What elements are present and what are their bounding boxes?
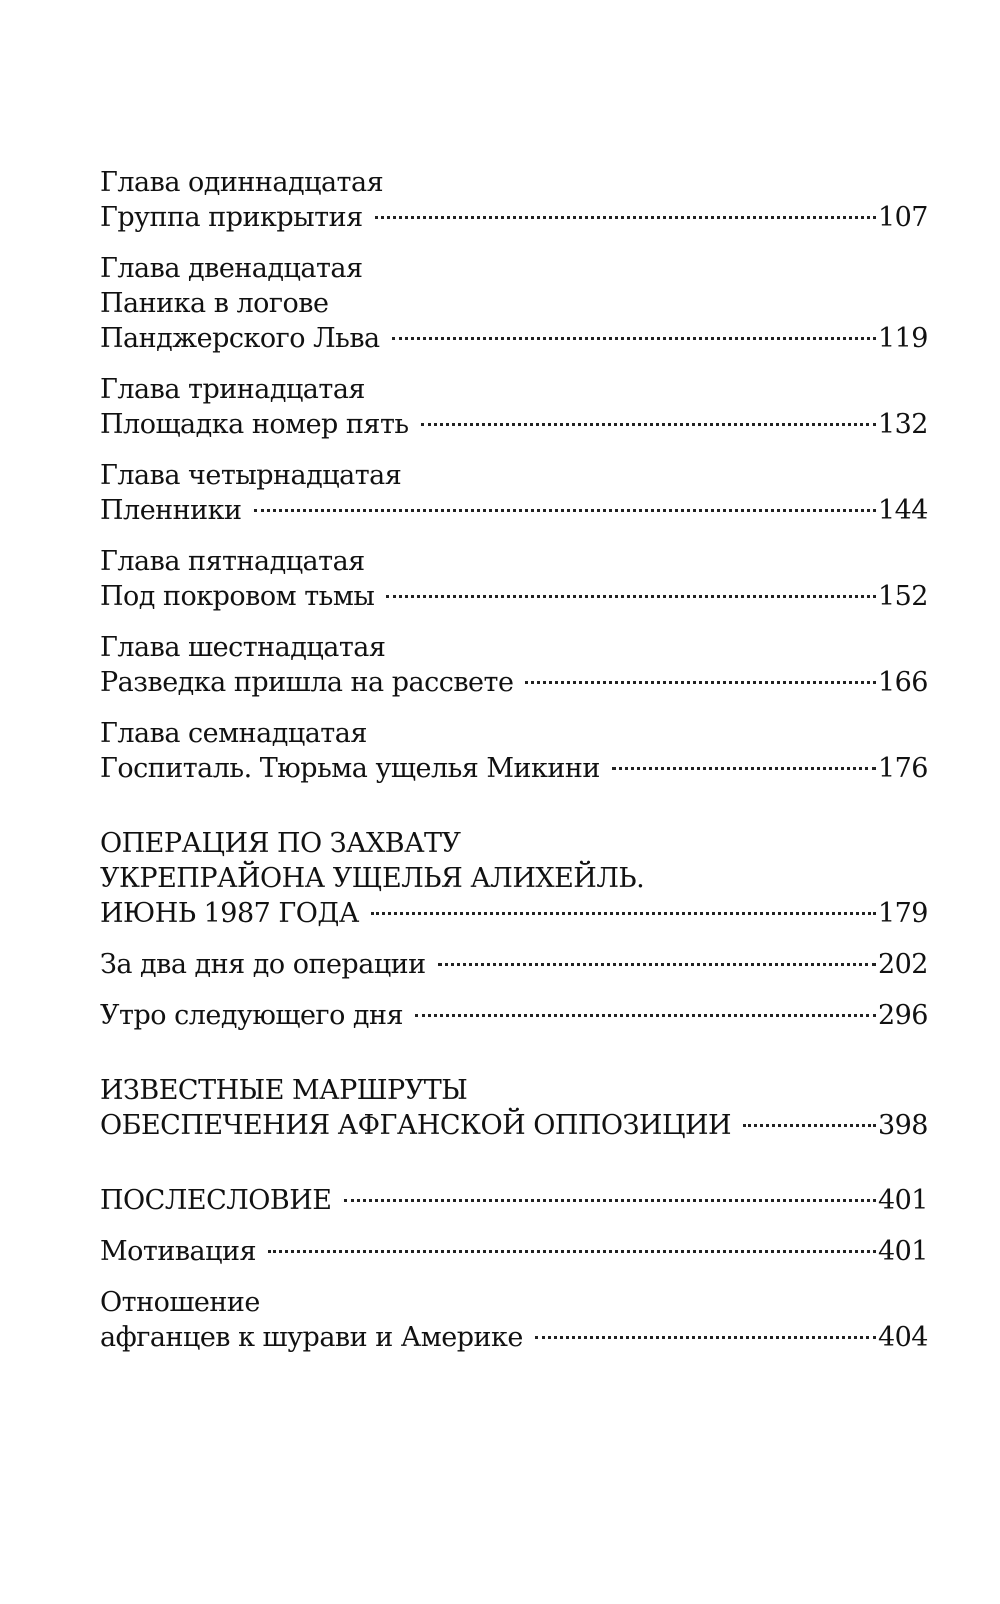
dot-leader: [535, 1336, 876, 1339]
chapter-title: Пленники: [100, 495, 242, 526]
toc-entry-chapter-13[interactable]: [100, 372, 928, 442]
chapter-title: Разведка пришла на рассвете: [100, 667, 514, 698]
subsection-title: Мотивация: [100, 1236, 257, 1267]
toc-entry-chapter-15[interactable]: [100, 544, 928, 614]
dot-leader: [415, 1014, 876, 1017]
page-number: 176: [877, 753, 928, 784]
chapter-heading: Глава шестнадцатая: [100, 632, 386, 663]
toc-entry-attitude[interactable]: [100, 1285, 928, 1355]
chapter-title: Под покровом тьмы: [100, 581, 375, 612]
subsection-title: афганцев к шурави и Америке: [100, 1322, 523, 1353]
toc-entry-chapter-14[interactable]: [100, 458, 928, 528]
page-number: 398: [877, 1110, 928, 1141]
page-number: 107: [877, 202, 928, 233]
page-number: 132: [877, 409, 928, 440]
page-number: 152: [877, 581, 928, 612]
chapter-heading: Глава семнадцатая: [100, 718, 367, 749]
section-title: ПОСЛЕСЛОВИЕ: [100, 1185, 332, 1216]
chapter-title: Паника в логове: [100, 288, 329, 319]
toc-entry-chapter-17[interactable]: [100, 716, 928, 786]
dot-leader: [268, 1250, 876, 1253]
toc-entry-afterword[interactable]: [100, 1183, 928, 1218]
subsection-title: Отношение: [100, 1287, 260, 1318]
page-number: 119: [877, 323, 928, 354]
page-number: 166: [877, 667, 928, 698]
dot-leader: [525, 681, 876, 684]
page-number: 296: [877, 1000, 928, 1031]
dot-leader: [743, 1124, 876, 1127]
subsection-title: Утро следующего дня: [100, 1000, 404, 1031]
page-number: 401: [877, 1236, 928, 1267]
page-number: 144: [877, 495, 928, 526]
page-number: 202: [877, 949, 928, 980]
toc-entry-operation[interactable]: [100, 826, 928, 931]
dot-leader: [612, 767, 876, 770]
toc-entry-chapter-11[interactable]: [100, 165, 928, 235]
table-of-contents: [100, 165, 928, 1355]
dot-leader: [438, 963, 876, 966]
chapter-heading: Глава четырнадцатая: [100, 460, 402, 491]
dot-leader: [254, 509, 876, 512]
section-title: ИЮНЬ 1987 ГОДА: [100, 898, 359, 929]
toc-entry-motivation[interactable]: [100, 1234, 928, 1269]
toc-entry-chapter-16[interactable]: [100, 630, 928, 700]
dot-leader: [392, 337, 876, 340]
chapter-title: Группа прикрытия: [100, 202, 363, 233]
chapter-heading: Глава двенадцатая: [100, 253, 363, 284]
subsection-title: За два дня до операции: [100, 949, 426, 980]
dot-leader: [371, 912, 876, 915]
page-number: 404: [877, 1322, 928, 1353]
chapter-title: Площадка номер пять: [100, 409, 409, 440]
dot-leader: [344, 1199, 876, 1202]
dot-leader: [375, 216, 876, 219]
section-title: УКРЕПРАЙОНА УЩЕЛЬЯ АЛИХЕЙЛЬ.: [100, 863, 645, 894]
dot-leader: [421, 423, 876, 426]
toc-entry-chapter-12[interactable]: [100, 251, 928, 356]
page-number: 179: [877, 898, 928, 929]
chapter-title: Госпиталь. Тюрьма ущелья Микини: [100, 753, 600, 784]
chapter-title: Панджерского Льва: [100, 323, 380, 354]
section-title: ОБЕСПЕЧЕНИЯ АФГАНСКОЙ ОППОЗИЦИИ: [100, 1110, 732, 1141]
chapter-heading: Глава тринадцатая: [100, 374, 365, 405]
section-title: ОПЕРАЦИЯ ПО ЗАХВАТУ: [100, 828, 461, 859]
chapter-heading: Глава пятнадцатая: [100, 546, 365, 577]
section-title: ИЗВЕСТНЫЕ МАРШРУТЫ: [100, 1075, 468, 1106]
toc-entry-next-morning[interactable]: [100, 998, 928, 1033]
toc-entry-routes[interactable]: [100, 1073, 928, 1143]
dot-leader: [386, 595, 876, 598]
toc-entry-two-days-before[interactable]: [100, 947, 928, 982]
page-number: 401: [877, 1185, 928, 1216]
chapter-heading: Глава одиннадцатая: [100, 167, 384, 198]
